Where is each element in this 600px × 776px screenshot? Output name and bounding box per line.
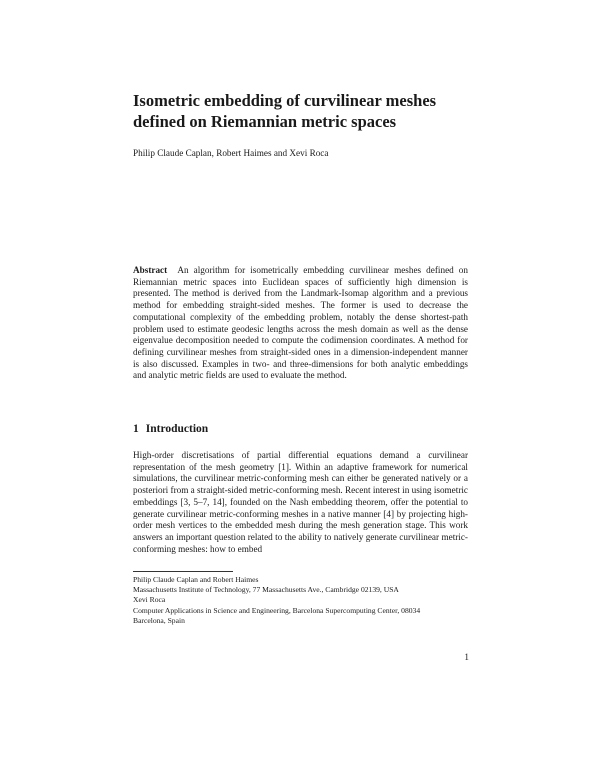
abstract-text: An algorithm for isometrically embedding curvilinear meshes defined on Riemannian metric spaces into Euclidean spaces of sufficiently high dimension is presented. The method is derived from the Landmark-Isomap algorithm and a previous method for embedding straight-sided meshes. The former is used to decrease the computational complexity of the embedding problem, notably the dense shortest-path problem used to estimate geodesic lengths across the mesh domain as well as the dense eigenvalue decomposition needed to compute the codimension coordinates. A method for defining curvilinear meshes from straight-sided ones in a dimension-independent manner is also discussed. Examples in two- and three-dimensions for both analytic embeddings and analytic metric fields are used to evaluate the method.	[133, 265, 468, 381]
abstract-label: Abstract	[133, 265, 168, 275]
page-number: 1	[464, 652, 469, 662]
footnote-affiliation-2: Computer Applications in Science and Engineering, Barcelona Supercomputing Center, 08034	[133, 605, 421, 615]
section-number: 1	[133, 423, 139, 435]
abstract	[133, 265, 468, 382]
footnote-affiliation-1: Massachusetts Institute of Technology, 77 Massachusetts Ave., Cambridge 02139, USA	[133, 585, 399, 595]
footnote-rule	[133, 571, 233, 572]
introduction-text: High-order discretisations of partial differential equations demand a curvilinear representation of the mesh geometry [1]. Within an adaptive framework for numerical simulations, the curvilinear metric-conforming mesh can either be generated natively or a posteriori from a straight-sided metric-conforming mesh. Recent interest in using isometric embeddings [3, 5–7, 14], founded on the Nash embedding theorem, offer the potential to generate curvilinear metric-conforming meshes in a native manner [4] by projecting high-order mesh vertices to the embedded mesh during the mesh generation stage. This work answers an important question related to the ability to natively generate curvilinear metric-conforming meshes: how to embed	[133, 450, 469, 554]
section-title: Introduction	[145, 423, 209, 435]
paper-title: Isometric embedding of curvilinear meshes defined on Riemannian metric spaces	[133, 91, 437, 131]
footnotes	[133, 575, 468, 626]
author-list: Philip Claude Caplan, Robert Haimes and Xevi Roca	[133, 148, 329, 158]
footnote-authors-1: Philip Claude Caplan and Robert Haimes	[133, 575, 259, 584]
section-heading	[133, 422, 468, 436]
footnote-authors-2: Xevi Roca	[133, 595, 166, 605]
footnote-affiliation-2-cont: Barcelona, Spain	[133, 615, 185, 625]
